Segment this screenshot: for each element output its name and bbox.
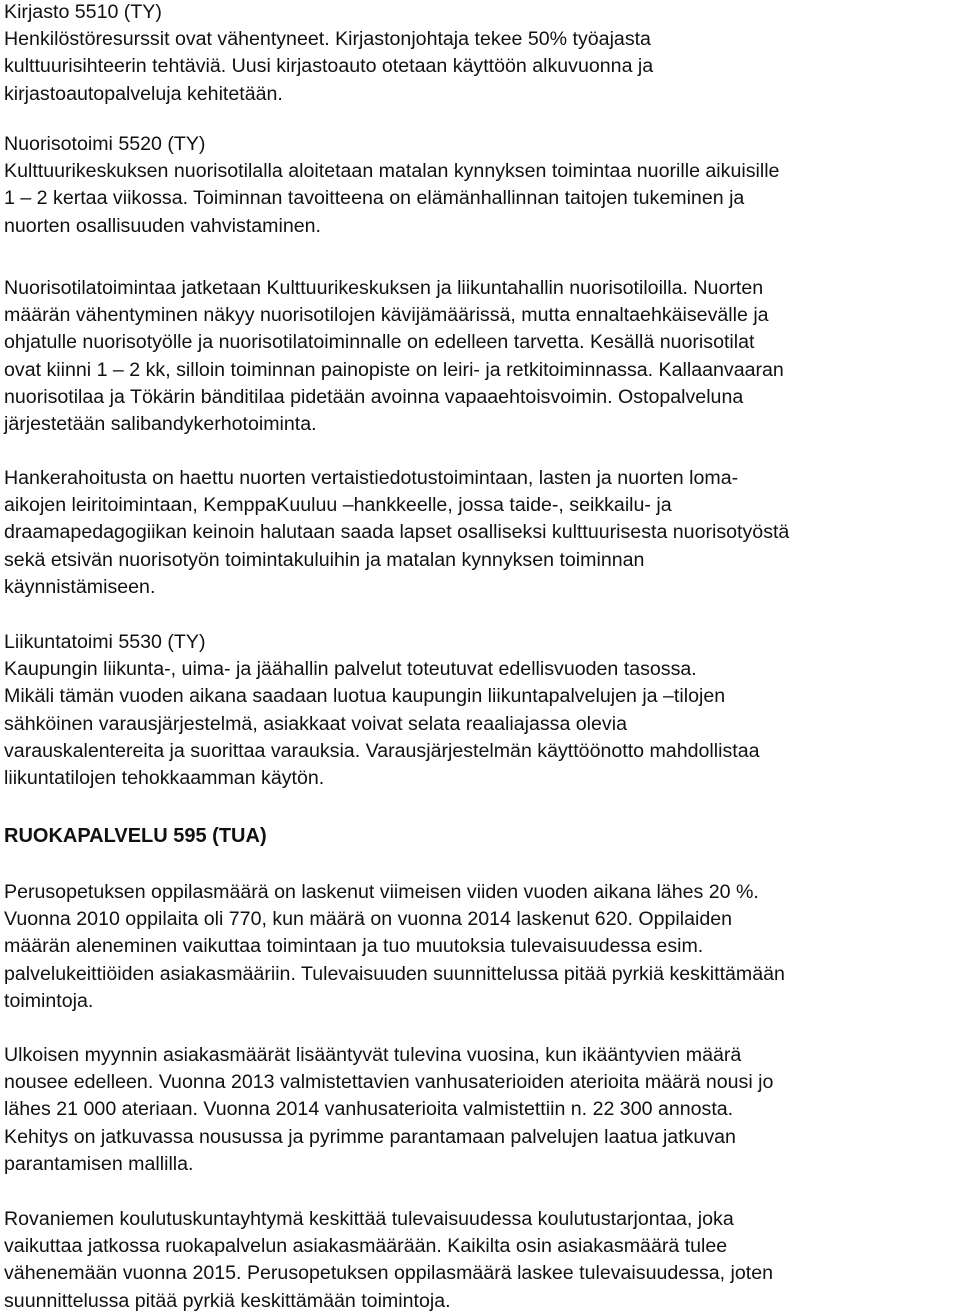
paragraph-line: määrän vähentyminen näkyy nuorisotilojen kävijämäärissä, mutta ennaltaehkäisevälle ja: [4, 304, 769, 327]
paragraph-line: suunnittelussa pitää pyrkiä keskittämään toimintoja.: [4, 1289, 451, 1312]
section-nuorisotoimi: [4, 131, 956, 240]
paragraph-ulkoinen-myynti: [4, 1042, 956, 1178]
paragraph-line: nuorten osallisuuden vahvistaminen.: [4, 214, 321, 237]
paragraph-line: ohjatulle nuorisotyölle ja nuorisotilatoiminnalle on edelleen tarvetta. Kesällä nuorisotilat: [4, 331, 755, 354]
paragraph-line: vähenemään vuonna 2015. Perusopetuksen oppilasmäärä laskee tulevaisuudessa, joten: [4, 1262, 774, 1285]
section-heading-kirjasto: Kirjasto 5510 (TY): [4, 1, 162, 23]
paragraph-line: varauskalentereita ja suorittaa varauksia. Varausjärjestelmän käyttöönotto mahdollistaa: [4, 739, 760, 762]
paragraph-line: Kaupungin liikunta-, uima- ja jäähallin palvelut toteutuvat edellisvuoden tasossa.: [4, 658, 697, 681]
paragraph-line: 1 – 2 kertaa viikossa. Toiminnan tavoitteena on elämänhallinnan taitojen tukeminen ja: [4, 187, 745, 210]
paragraph-line: ovat kiinni 1 – 2 kk, silloin toiminnan painopiste on leiri- ja retkitoiminnassa. Kallaanvaaran: [4, 358, 784, 381]
paragraph-line: Kulttuurikeskuksen nuorisotilalla aloitetaan matalan kynnyksen toimintaa nuorille aikuisille: [4, 160, 780, 183]
paragraph-line: parantamisen mallilla.: [4, 1152, 194, 1175]
section-heading-liikuntatoimi: Liikuntatoimi 5530 (TY): [4, 631, 206, 653]
paragraph-line: kulttuurisihteerin tehtäviä. Uusi kirjastoauto otetaan käyttöön alkuvuonna ja: [4, 55, 654, 78]
paragraph-line: Hankerahoitusta on haettu nuorten vertaistiedotustoimintaan, lasten ja nuorten loma-: [4, 467, 739, 489]
paragraph-line: aikojen leiritoimintaan, KemppaKuuluu –hankkeelle, jossa taide-, seikkailu- ja: [4, 494, 672, 517]
paragraph-line: käynnistämiseen.: [4, 575, 156, 598]
paragraph-line: Mikäli tämän vuoden aikana saadaan luotua kaupungin liikuntapalvelujen ja –tilojen: [4, 685, 726, 708]
paragraph-nuorisotilatoiminta: [4, 275, 956, 438]
paragraph-line: Vuonna 2010 oppilaita oli 770, kun määrä on vuonna 2014 laskenut 620. Oppilaiden: [4, 908, 733, 931]
section-ruokapalvelu: [4, 823, 956, 850]
section-liikuntatoimi: [4, 629, 956, 792]
paragraph-line: Nuorisotilatoimintaa jatketaan Kulttuurikeskuksen ja liikuntahallin nuorisotiloilla. Nuorten: [4, 277, 764, 299]
paragraph-hankerahoitus: [4, 465, 956, 601]
paragraph-line: nousee edelleen. Vuonna 2013 valmistettavien vanhusaterioiden aterioita määrä nousi jo: [4, 1071, 774, 1094]
section-kirjasto: [4, 0, 956, 108]
paragraph-line: palvelukeittiöiden asiakasmääriin. Tulevaisuuden suunnittelussa pitää pyrkiä keskittämään: [4, 962, 785, 985]
paragraph-line: järjestetään salibandykerhotoiminta.: [4, 413, 317, 436]
paragraph-oppilasmaara: [4, 879, 956, 1015]
section-heading-nuorisotoimi: Nuorisotoimi 5520 (TY): [4, 133, 206, 155]
paragraph-line: sekä etsivän nuorisotyön toimintakuluihin ja matalan kynnyksen toiminnan: [4, 548, 645, 571]
paragraph-line: Henkilöstöresurssit ovat vähentyneet. Kirjastonjohtaja tekee 50% työajasta: [4, 28, 651, 51]
paragraph-line: vaikuttaa jatkossa ruokapalvelun asiakasmäärään. Kaikilta osin asiakasmäärä tulee: [4, 1235, 728, 1258]
paragraph-line: lähes 21 000 ateriaan. Vuonna 2014 vanhusaterioita valmistettiin n. 22 300 annosta.: [4, 1098, 734, 1121]
paragraph-line: toimintoja.: [4, 989, 94, 1012]
paragraph-line: sähköinen varausjärjestelmä, asiakkaat voivat selata reaaliajassa olevia: [4, 712, 627, 735]
paragraph-line: Ulkoisen myynnin asiakasmäärät lisääntyvät tulevina vuosina, kun ikääntyvien määrä: [4, 1044, 742, 1066]
paragraph-line: Kehitys on jatkuvassa nousussa ja pyrimme parantamaan palvelujen laatua jatkuvan: [4, 1125, 736, 1148]
section-heading-ruokapalvelu: RUOKAPALVELU 595 (TUA): [4, 825, 267, 847]
paragraph-line: liikuntatilojen tehokkaamman käytön.: [4, 767, 325, 790]
paragraph-line: kirjastoautopalveluja kehitetään.: [4, 82, 283, 105]
paragraph-line: Rovaniemen koulutuskuntayhtymä keskittää tulevaisuudessa koulutustarjontaa, joka: [4, 1208, 734, 1230]
paragraph-line: määrän aleneminen vaikuttaa toimintaan ja tuo muutoksia tulevaisuudessa esim.: [4, 935, 704, 958]
paragraph-koulutuskuntayhtyma: [4, 1206, 956, 1315]
paragraph-line: Perusopetuksen oppilasmäärä on laskenut viimeisen viiden vuoden aikana lähes 20 %.: [4, 881, 759, 903]
paragraph-line: draamapedagogiikan keinoin halutaan saada lapset osalliseksi kulttuurisesta nuorisotyöstä: [4, 521, 790, 544]
paragraph-line: nuorisotilaa ja Tökärin bänditilaa pidetään avoinna vapaaehtoisvoimin. Ostopalveluna: [4, 385, 744, 408]
